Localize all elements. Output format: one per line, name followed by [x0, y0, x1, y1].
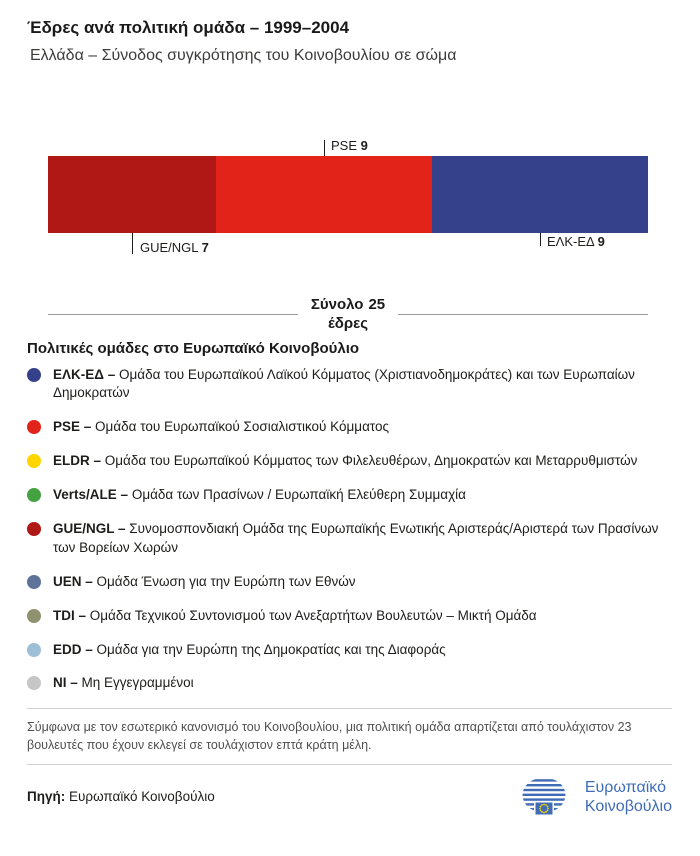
group-code: Verts/ALE –: [53, 487, 129, 503]
bar-label-pse: [331, 138, 368, 153]
group-code: ELDR –: [53, 453, 102, 469]
group-code: EDD –: [53, 641, 93, 657]
legend-item-eldr: [27, 452, 672, 471]
group-color-dot: [27, 643, 41, 657]
page-title: Έδρες ανά πολιτική ομάδα – 1999–2004: [27, 18, 350, 37]
total-seats-text: [311, 296, 385, 334]
gue-ngl-group-name: GUE/NGL: [140, 240, 199, 255]
group-color-dot: [27, 575, 41, 589]
total-seats-unit: έδρες: [327, 314, 369, 332]
epp-ed-group-name: ΕΛΚ-ΕΔ: [547, 234, 594, 249]
pse-group-name: PSE: [331, 138, 358, 153]
european-parliament-brand: [513, 775, 672, 819]
group-color-dot: [27, 609, 41, 623]
legend-item-edd: [27, 641, 672, 660]
group-color-dot: [27, 676, 41, 690]
group-code: NI –: [53, 675, 78, 691]
source-line: [27, 789, 215, 804]
legend-item-text: [53, 607, 672, 626]
footnote-text: Σύμφωνα με τον εσωτερικό κανονισμό του Κοινοβουλίου, μια πολιτική ομάδα απαρτίζεται από τουλάχιστον 23 βουλευτές που έχουν εκλεγεί σε τουλάχιστον επτά κράτη μέλη.: [27, 720, 632, 753]
legend-item-text: [53, 452, 672, 471]
bar-segment-gue-ngl: [48, 156, 216, 233]
group-code: PSE –: [53, 419, 92, 435]
group-code: UEN –: [53, 573, 93, 589]
pse-seat-count: 9: [360, 138, 368, 153]
group-color-dot: [27, 522, 41, 536]
bar-label-epp-ed: [547, 234, 605, 249]
total-divider-right: [398, 314, 648, 315]
epp-ed-seat-count: 9: [597, 234, 605, 249]
gue-ngl-tick-line: [132, 233, 133, 254]
epp-ed-tick-line: [540, 233, 541, 246]
footnote-divider-bottom: [27, 764, 672, 765]
group-code: ΕΛΚ-ΕΔ –: [53, 366, 116, 382]
source-label: Πηγή:: [27, 789, 66, 805]
legend-item-uen: [27, 573, 672, 592]
legend-item-text: [53, 366, 672, 404]
group-description: Ομάδα του Ευρωπαϊκού Λαϊκού Κόμματος (Χριστιανοδημοκράτες) και των Ευρωπαίων Δημοκρατών: [53, 366, 635, 401]
group-description: Ομάδα του Ευρωπαϊκού Κόμματος των Φιλελευθέρων, Δημοκρατών και Μεταρρυθμιστών: [104, 453, 638, 469]
legend-item-text: [53, 674, 672, 693]
group-description: Ομάδα των Πρασίνων / Ευρωπαϊκή Ελεύθερη Συμμαχία: [131, 487, 466, 503]
group-code: GUE/NGL –: [53, 520, 126, 536]
group-description: Ομάδα για την Ευρώπη της Δημοκρατίας και της Διαφοράς: [96, 641, 446, 657]
footnote-divider-top: [27, 708, 672, 709]
legend-item-verts-ale: [27, 486, 672, 505]
legend-item-epp-ed: [27, 366, 672, 404]
legend-item-text: [53, 641, 672, 660]
bar-segment-epp-ed: [432, 156, 648, 233]
source-value: Ευρωπαϊκό Κοινοβούλιο: [69, 789, 215, 805]
group-color-dot: [27, 368, 41, 382]
pse-tick-line: [324, 140, 325, 156]
gue-ngl-seat-count: 7: [201, 240, 209, 255]
bar-label-gue-ngl: [140, 240, 209, 255]
group-description: Ομάδα του Ευρωπαϊκού Σοσιαλιστικού Κόμματος: [95, 419, 390, 435]
group-description: Ομάδα Ένωση για την Ευρώπη των Εθνών: [96, 573, 356, 589]
european-parliament-wordmark: [585, 778, 672, 816]
group-color-dot: [27, 420, 41, 434]
group-color-dot: [27, 454, 41, 468]
legend-heading: Πολιτικές ομάδες στο Ευρωπαϊκό Κοινοβούλιο: [27, 339, 360, 357]
group-code: TDI –: [53, 607, 87, 623]
wordmark-line2: Κοινοβούλιο: [584, 797, 672, 815]
legend: [27, 366, 672, 694]
legend-item-pse: [27, 418, 672, 437]
wordmark-line1: Ευρωπαϊκό: [584, 778, 666, 796]
legend-item-tdi: [27, 607, 672, 626]
european-parliament-logo: [513, 775, 575, 819]
total-seats-value: 25: [368, 296, 386, 313]
total-divider-left: [48, 314, 298, 315]
group-color-dot: [27, 488, 41, 502]
seats-stacked-bar-chart: [48, 138, 648, 258]
legend-item-text: [53, 520, 672, 558]
seat-bar: [48, 156, 648, 233]
group-description: Μη Εγγεγραμμένοι: [81, 675, 194, 691]
legend-item-text: [53, 573, 672, 592]
legend-item-ni: [27, 674, 672, 693]
footer: [27, 775, 672, 819]
total-seats: [48, 296, 648, 334]
legend-item-text: [53, 486, 672, 505]
legend-item-gue-ngl: [27, 520, 672, 558]
group-description: Συνομοσπονδιακή Ομάδα της Ευρωπαϊκής Ενωτικής Αριστεράς/Αριστερά των Πρασίνων των Βορείων Χωρών: [53, 520, 659, 555]
total-label: Σύνολο: [310, 296, 364, 313]
page-subtitle: Ελλάδα – Σύνοδος συγκρότησης του Κοινοβουλίου σε σώμα: [30, 47, 457, 64]
bar-segment-pse: [216, 156, 432, 233]
legend-item-text: [53, 418, 672, 437]
group-description: Ομάδα Τεχνικού Συντονισμού των Ανεξαρτήτων Βουλευτών – Μικτή Ομάδα: [89, 607, 537, 623]
